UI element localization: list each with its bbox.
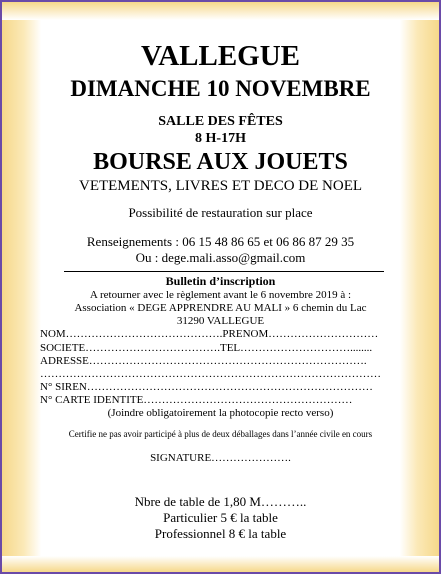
event-subtitle: VETEMENTS, LIVRES ET DECO DE NOEL bbox=[78, 178, 363, 194]
identite-note: (Joindre obligatoirement la photocopie recto verso) bbox=[107, 407, 334, 419]
venue: SALLE DES FÊTES bbox=[158, 114, 283, 129]
catering-note: Possibilité de restauration sur place bbox=[128, 205, 313, 220]
signature-line: SIGNATURE…………………. bbox=[150, 452, 291, 464]
hours: 8 H-17H bbox=[195, 131, 246, 146]
field-adresse: ADRESSE…………………………………………………………………. bbox=[40, 355, 367, 367]
event-name: BOURSE AUX JOUETS bbox=[93, 149, 348, 175]
field-siren: N° SIREN…………………………………………………………………… bbox=[40, 381, 373, 393]
association-city: 31290 VALLEGUE bbox=[176, 315, 265, 327]
event-date: DIMANCHE 10 NOVEMBRE bbox=[70, 76, 371, 101]
divider bbox=[64, 271, 384, 272]
association-address: Association « DEGE APPRENDRE AU MALI » 6 chemin du Lac bbox=[74, 302, 367, 314]
field-carte-identite: N° CARTE IDENTITE………………………………………………… bbox=[40, 394, 353, 406]
form-heading: Bulletin d’inscription bbox=[165, 274, 276, 288]
field-nom-prenom: NOM…………………………………….PRENOM………………………… bbox=[40, 328, 379, 340]
price-professional: Professionnel 8 € la table bbox=[154, 526, 287, 541]
price-private: Particulier 5 € la table bbox=[163, 510, 278, 525]
certification-statement: Certifie ne pas avoir participé à plus de deux déballages dans l’année civile en cours bbox=[68, 429, 373, 439]
info-email: Ou : dege.mali.asso@gmail.com bbox=[135, 250, 306, 265]
form-instructions: A retourner avec le règlement avant le 6 novembre 2019 à : bbox=[89, 289, 352, 301]
field-adresse-continued: ………………………………………………………………………………… bbox=[40, 368, 381, 380]
table-count-line: Nbre de table de 1,80 M……….. bbox=[134, 494, 307, 509]
field-societe-tel: SOCIETE……………………………….TEL…………………………........ bbox=[40, 342, 373, 354]
flyer bbox=[20, 0, 421, 574]
town-title: VALLEGUE bbox=[140, 40, 301, 72]
info-phone: Renseignements : 06 15 48 86 65 et 06 86 87 29 35 bbox=[86, 234, 355, 249]
